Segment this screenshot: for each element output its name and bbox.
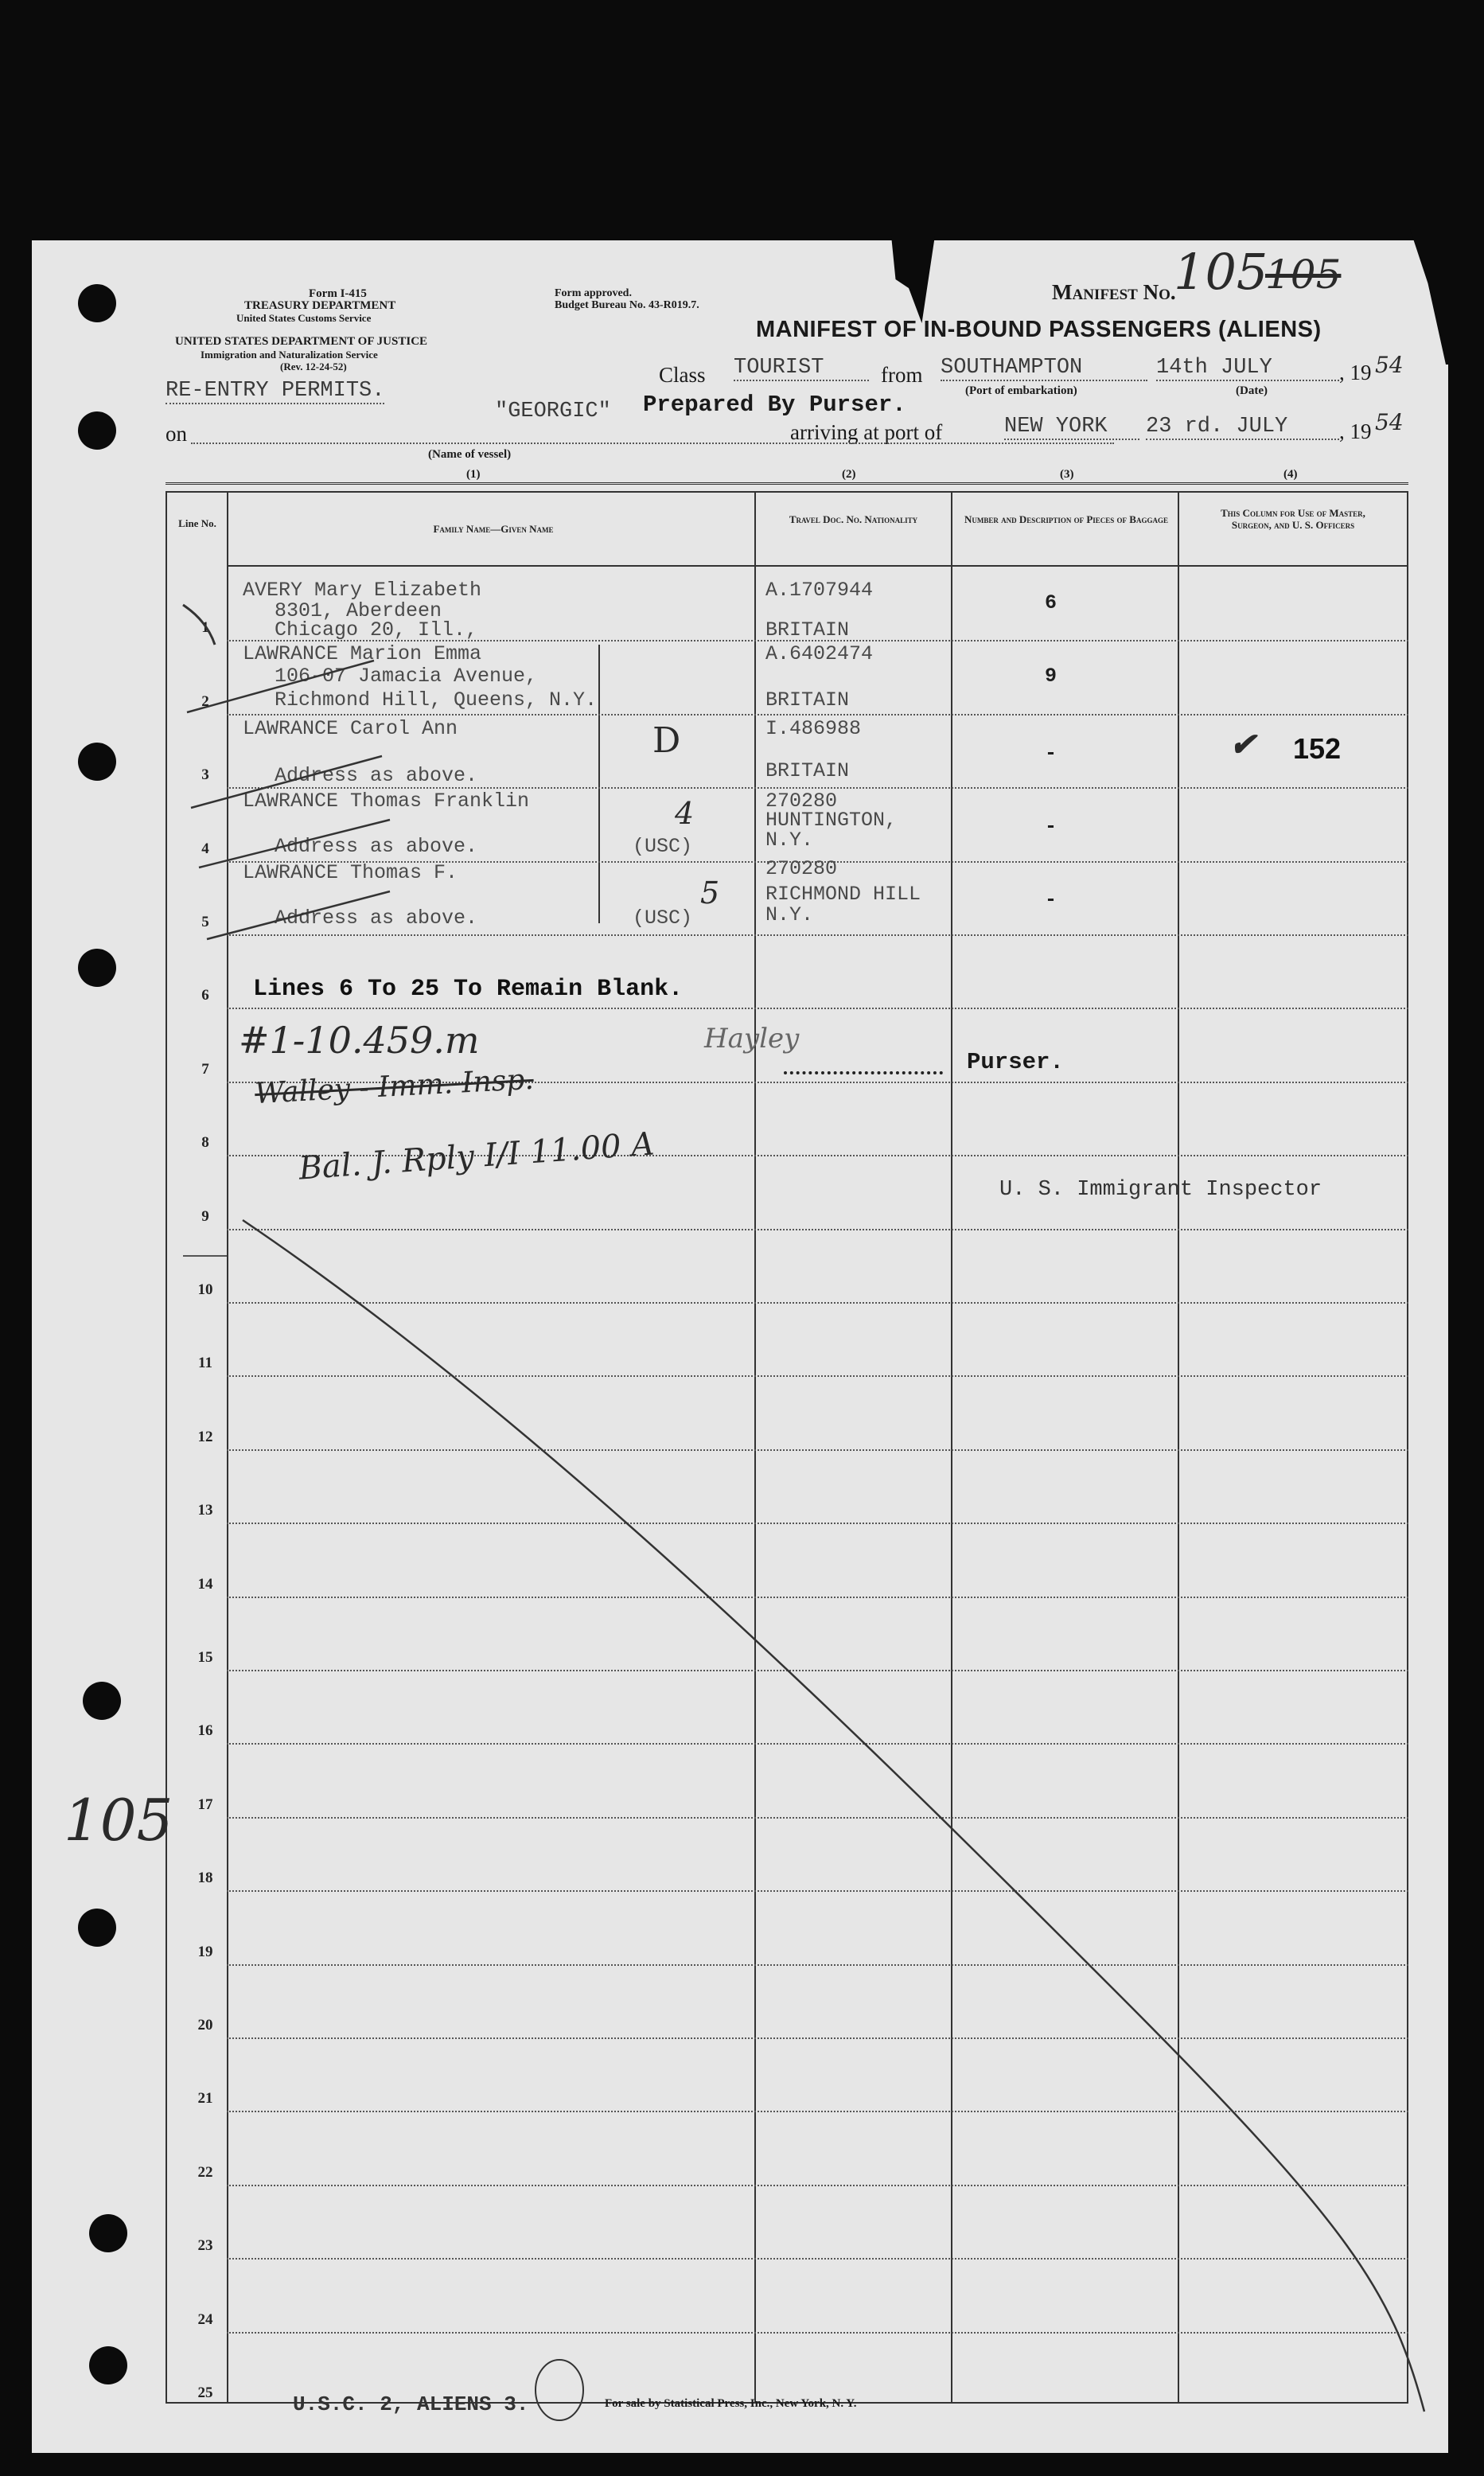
- line-number: 20: [197, 2017, 213, 2033]
- manifest-no-struck: 105: [1265, 251, 1342, 298]
- entry-1-name: AVERY Mary Elizabeth: [243, 579, 482, 602]
- customs-service: United States Customs Service: [236, 312, 372, 324]
- ins: Immigration and Naturalization Service: [201, 349, 378, 361]
- hand-mark-5: 5: [700, 875, 720, 910]
- year-2: 54: [1375, 409, 1404, 435]
- line-number: 13: [197, 1502, 213, 1519]
- page-title: MANIFEST OF IN-BOUND PASSENGERS (ALIENS): [756, 317, 1322, 342]
- vessel-name: "GEORGIC": [495, 400, 611, 423]
- entry-4-name: LAWRANCE Thomas Franklin: [243, 790, 530, 813]
- entry-4-usc: (USC): [633, 835, 693, 858]
- purser-label: Purser.: [967, 1049, 1064, 1075]
- line-number: 12: [197, 1428, 213, 1445]
- entry-4-doc: 270280: [765, 790, 838, 813]
- line-number: 2: [201, 692, 209, 710]
- entry-5-nat2: N.Y.: [765, 903, 814, 926]
- hand-note-inspector: Walley - Imm. Insp.: [254, 1063, 535, 1111]
- entry-5-usc: (USC): [633, 907, 693, 930]
- col-num-2: (2): [842, 468, 856, 481]
- entry-3-addr: Address as above.: [275, 764, 478, 787]
- class-label: Class: [659, 363, 706, 387]
- entry-5-addr: Address as above.: [275, 907, 478, 930]
- reentry-permits: RE-ENTRY PERMITS.: [166, 379, 385, 403]
- entry-5-name: LAWRANCE Thomas F.: [243, 861, 458, 884]
- from-label: from: [881, 363, 923, 387]
- entry-1-doc: A.1707944: [765, 579, 874, 602]
- col-num-1: (1): [466, 468, 481, 481]
- line-number: 7: [201, 1060, 209, 1078]
- port-of-embarkation: SOUTHAMPTON: [941, 356, 1147, 381]
- inspector-label: U. S. Immigrant Inspector: [999, 1178, 1322, 1202]
- entry-5-nat: RICHMOND HILL: [765, 883, 921, 906]
- line-number: 17: [197, 1796, 213, 1813]
- entry-5-doc: 270280: [765, 857, 838, 880]
- officer-check-mark: ✔: [1229, 726, 1256, 763]
- doj: UNITED STATES DEPARTMENT OF JUSTICE: [175, 335, 428, 348]
- hand-note-line8: Bal. J. Rply I/I 11.00 A: [297, 1125, 656, 1187]
- entry-2-doc: A.6402474: [765, 642, 874, 665]
- treasury-dept: TREASURY DEPARTMENT: [244, 299, 396, 312]
- rev-date: (Rev. 12-24-52): [280, 361, 347, 372]
- entry-1-bags: 6: [1045, 591, 1057, 614]
- header-line-no: Line No.: [178, 517, 216, 529]
- entry-4-nat2: N.Y.: [765, 829, 814, 852]
- line-number: 5: [201, 914, 209, 930]
- arriving-label: arriving at port of: [790, 420, 943, 444]
- prepared-by: Prepared By Purser.: [643, 392, 906, 418]
- line-number: 1: [201, 619, 209, 637]
- manifest-no: 105: [1174, 243, 1268, 301]
- line-number: 11: [198, 1355, 212, 1372]
- line-number: 22: [197, 2163, 213, 2181]
- entry-4-nat: HUNTINGTON,: [765, 809, 898, 832]
- arrival-date: 23 rd. JULY: [1146, 415, 1339, 440]
- manifest-no-label: Manifest No.: [1052, 280, 1176, 304]
- embarkation-date: 14th JULY: [1156, 356, 1339, 381]
- on-label: on: [166, 422, 187, 446]
- entry-3-bags: -: [1045, 742, 1057, 765]
- budget-bureau: Budget Bureau No. 43-R019.7.: [555, 299, 699, 311]
- header-officers: This Column for Use of Master, Surgeon, and U. S. Officers: [1221, 507, 1365, 531]
- footer-left: U.S.C. 2, ALIENS 3.: [293, 2392, 529, 2416]
- entry-4-bags: -: [1045, 815, 1057, 838]
- line-number: 15: [197, 1649, 213, 1666]
- line-number: 21: [197, 2090, 213, 2108]
- line-number: 18: [197, 1870, 213, 1887]
- line-number: 25: [197, 2384, 213, 2401]
- hand-note-line7: #1-10.459.m: [239, 1019, 480, 1062]
- blank-note: Lines 6 To 25 To Remain Blank.: [253, 976, 684, 1003]
- col-num-3: (3): [1060, 468, 1074, 481]
- form-id: Form I-415: [309, 287, 367, 300]
- entry-5-bags: -: [1045, 888, 1057, 911]
- entry-1-nat: BRITAIN: [765, 618, 850, 641]
- port-caption: (Port of embarkation): [965, 384, 1077, 397]
- entry-2-addr: 106-07 Jamacia Avenue,: [275, 665, 538, 688]
- entry-2-bags: 9: [1045, 665, 1057, 688]
- header-name: Family Name—Given Name: [433, 523, 554, 535]
- hand-mark-d: D: [652, 720, 681, 761]
- entry-4-addr: Address as above.: [275, 835, 478, 858]
- entry-2-addr2: Richmond Hill, Queens, N.Y.: [275, 688, 598, 712]
- line-number: 10: [197, 1281, 213, 1298]
- year-prefix-1: , 19: [1339, 361, 1372, 384]
- entry-3-name: LAWRANCE Carol Ann: [243, 717, 458, 740]
- vessel-caption: (Name of vessel): [428, 448, 512, 461]
- header-travel: Travel Doc. No. Nationality: [789, 513, 918, 525]
- form-approved: Form approved.: [555, 287, 632, 299]
- hand-mark-4: 4: [675, 796, 695, 831]
- line-number: 4: [201, 840, 209, 857]
- footer-right: For sale by Statistical Press, Inc., New York, N. Y.: [605, 2397, 857, 2410]
- year-1: 54: [1375, 352, 1404, 378]
- entry-2-name: LAWRANCE Marion Emma: [243, 642, 482, 665]
- line-number: 19: [197, 1943, 213, 1960]
- line-number: 9: [201, 1207, 209, 1225]
- line-number: 24: [197, 2310, 213, 2328]
- line-number: 14: [197, 1575, 213, 1593]
- margin-mark: 105: [64, 1787, 173, 1854]
- entry-2-nat: BRITAIN: [765, 688, 850, 712]
- line-number: 8: [201, 1134, 209, 1152]
- class-value: TOURIST: [734, 356, 869, 381]
- year-prefix-2: , 19: [1339, 419, 1372, 443]
- entry-1-addr2: Chicago 20, Ill.,: [275, 618, 478, 641]
- line-number: 6: [201, 987, 209, 1004]
- header-baggage: Number and Description of Pieces of Baggage: [964, 513, 1168, 525]
- port-of-arrival: NEW YORK: [1004, 415, 1139, 440]
- line-number: 16: [197, 1722, 213, 1740]
- entry-3-doc: I.486988: [765, 717, 862, 740]
- entry-3-nat: BRITAIN: [765, 759, 850, 782]
- line-number: 3: [201, 766, 209, 784]
- line-number: 23: [197, 2237, 213, 2255]
- officer-note: 152: [1293, 732, 1342, 765]
- entry-1-addr: 8301, Aberdeen: [275, 599, 442, 622]
- col-num-4: (4): [1283, 468, 1298, 481]
- hand-signature: Hayley: [704, 1023, 800, 1055]
- date-caption: (Date): [1236, 384, 1268, 397]
